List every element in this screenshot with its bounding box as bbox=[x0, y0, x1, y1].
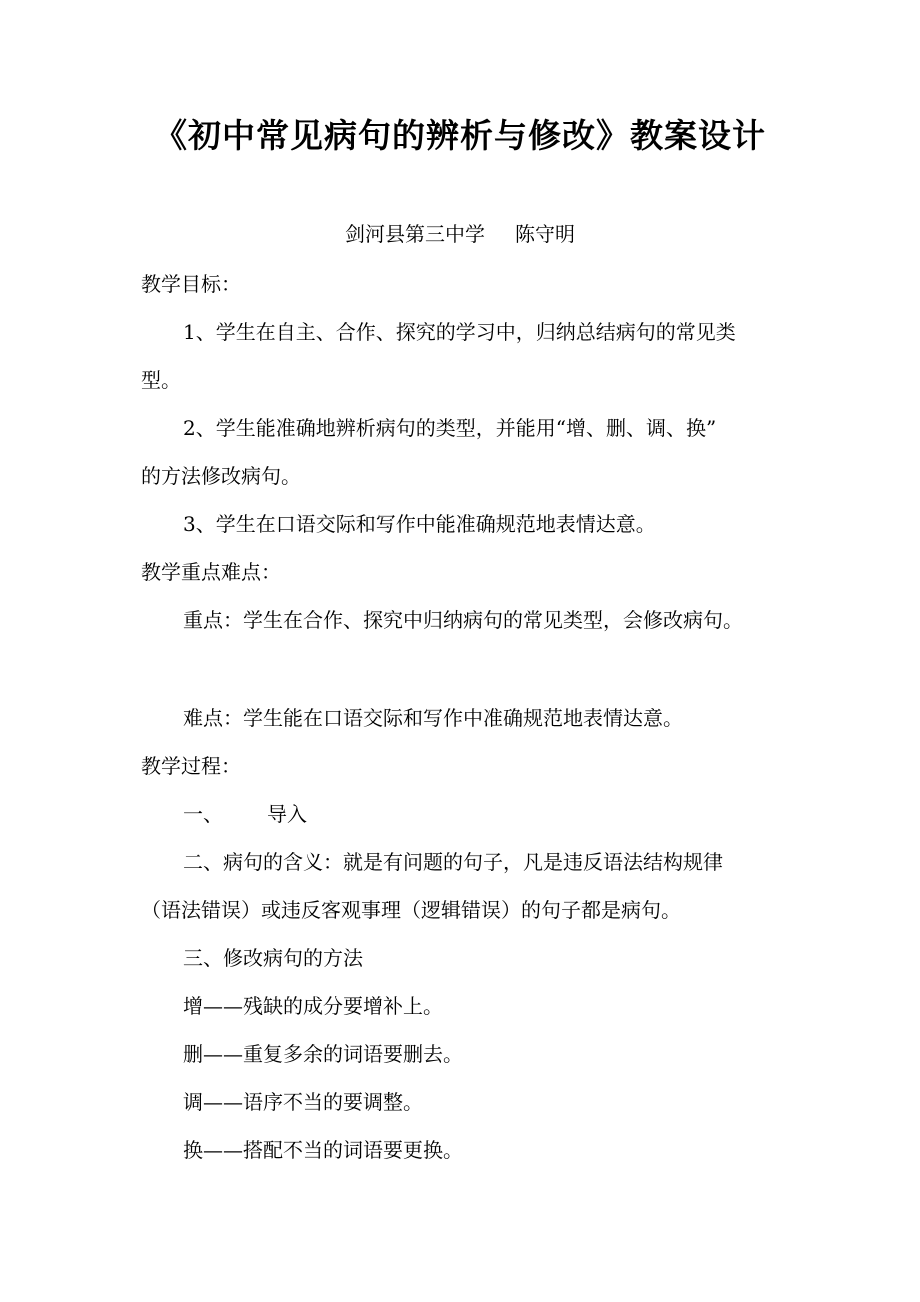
process-step-2-line-1: 二、病句的含义：就是有问题的句子，凡是违反语法结构规律 bbox=[183, 850, 723, 874]
objectives-heading: 教学目标： bbox=[141, 272, 241, 296]
document-title: 《初中常见病句的辨析与修改》教案设计 bbox=[154, 116, 766, 155]
process-step-1-label: 导入 bbox=[267, 802, 307, 826]
objective-3: 3、学生在口语交际和写作中能准确规范地表情达意。 bbox=[183, 512, 656, 536]
objective-1-line-2: 型。 bbox=[141, 368, 181, 392]
method-adjust: 调——语序不当的要调整。 bbox=[183, 1090, 423, 1114]
key-points-heading: 教学重点难点： bbox=[141, 560, 281, 584]
process-step-1-number: 一、 bbox=[183, 802, 223, 826]
method-replace: 换——搭配不当的词语要更换。 bbox=[183, 1138, 463, 1162]
process-step-1 bbox=[183, 800, 307, 828]
process-step-3: 三、修改病句的方法 bbox=[183, 946, 363, 970]
author-school: 剑河县第三中学 bbox=[345, 222, 485, 246]
method-add: 增——残缺的成分要增补上。 bbox=[183, 994, 443, 1018]
objective-1-line-1: 1、学生在自主、合作、探究的学习中，归纳总结病句的常见类 bbox=[183, 320, 736, 344]
objective-2-line-1: 2、学生能准确地辨析病句的类型，并能用“增、删、调、换” bbox=[183, 416, 717, 440]
process-heading: 教学过程： bbox=[141, 754, 241, 778]
objective-2-line-2: 的方法修改病句。 bbox=[141, 464, 301, 488]
difficulty-point: 难点：学生能在口语交际和写作中准确规范地表情达意。 bbox=[183, 706, 683, 730]
key-point: 重点：学生在合作、探究中归纳病句的常见类型，会修改病句。 bbox=[183, 608, 743, 632]
author-name: 陈守明 bbox=[515, 222, 575, 246]
author-byline bbox=[0, 220, 920, 248]
method-delete: 删——重复多余的词语要删去。 bbox=[183, 1042, 463, 1066]
process-step-2-line-2: （语法错误）或违反客观事理（逻辑错误）的句子都是病句。 bbox=[141, 898, 681, 922]
